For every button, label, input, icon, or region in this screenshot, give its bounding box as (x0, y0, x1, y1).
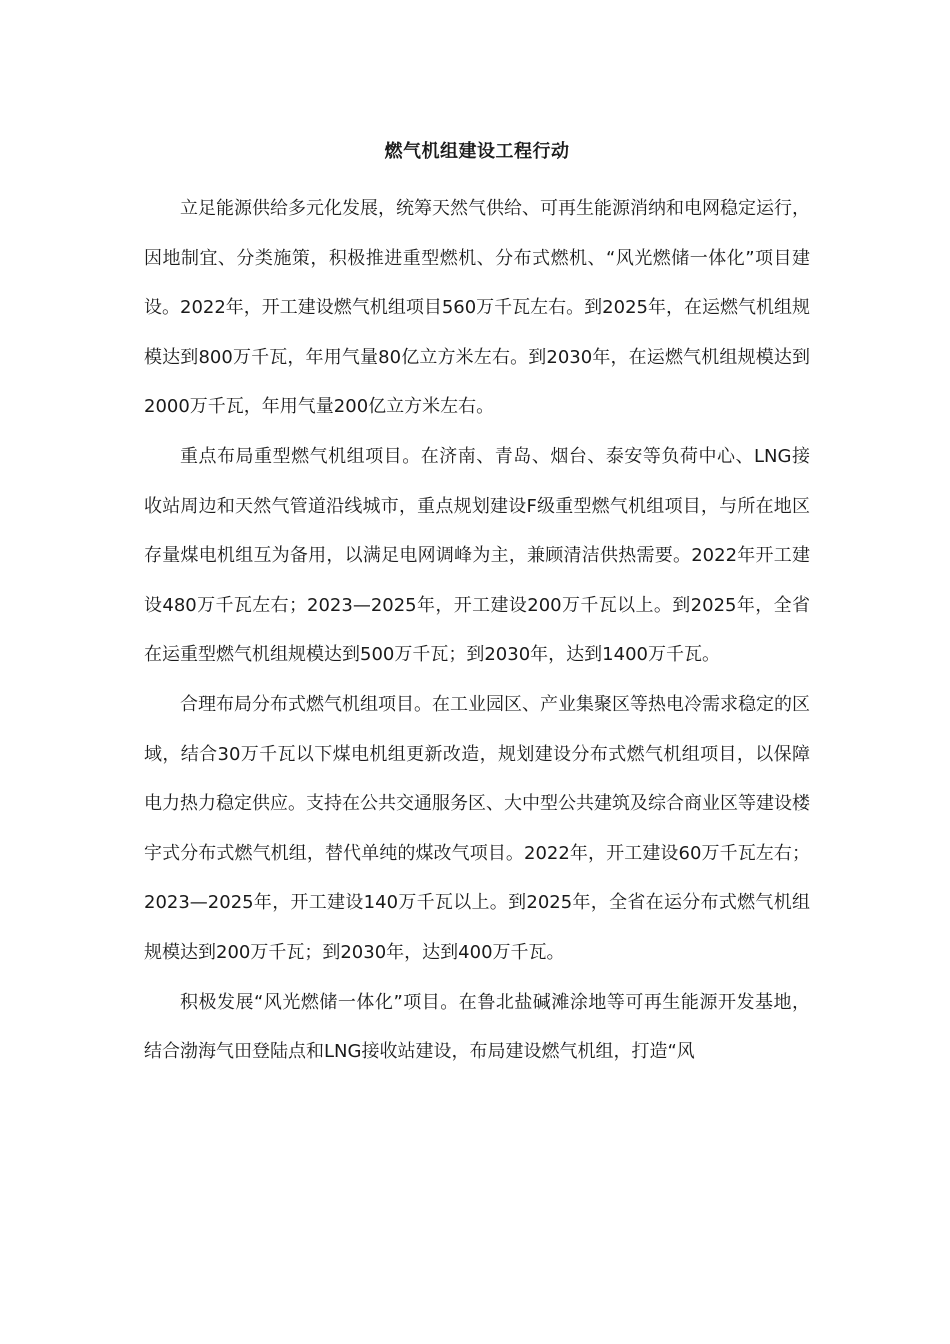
paragraph-heavy-gas-units: 重点布局重型燃气机组项目。在济南、青岛、烟台、泰安等负荷中心、LNG接收站周边和天然气管道沿线城市，重点规划建设F级重型燃气机组项目，与所在地区存量煤电机组互为备用，以满足电网调峰为主，兼顾清洁供热需要。2022年开工建设480万千瓦左右；2023—2025年，开工建设200万千瓦以上。到2025年，全省在运重型燃气机组规模达到500万千瓦；到2030年，达到1400万千瓦。 (144, 445, 810, 666)
document-body (144, 134, 810, 1077)
paragraph-intro: 立足能源供给多元化发展，统筹天然气供给、可再生能源消纳和电网稳定运行，因地制宜、分类施策，积极推进重型燃机、分布式燃机、“风光燃储一体化”项目建设。2022年，开工建设燃气机组项目560万千瓦左右。到2025年，在运燃气机组规模达到800万千瓦，年用气量80亿立方米左右。到2030年，在运燃气机组规模达到2000万千瓦，年用气量200亿立方米左右。 (144, 198, 810, 418)
paragraph-integrated-projects: 积极发展“风光燃储一体化”项目。在鲁北盐碱滩涂地等可再生能源开发基地，结合渤海气田登陆点和LNG接收站建设，布局建设燃气机组，打造“风 (144, 991, 810, 1063)
document-title: 燃气机组建设工程行动 (384, 141, 570, 162)
paragraph-distributed-gas-units: 合理布局分布式燃气机组项目。在工业园区、产业集聚区等热电冷需求稳定的区域，结合30万千瓦以下煤电机组更新改造，规划建设分布式燃气机组项目，以保障电力热力稳定供应。支持在公共交通服务区、大中型公共建筑及综合商业区等建设楼宇式分布式燃气机组，替代单纯的煤改气项目。2022年，开工建设60万千瓦左右；2023—2025年，开工建设140万千瓦以上。到2025年，全省在运分布式燃气机组规模达到200万千瓦；到2030年，达到400万千瓦。 (144, 693, 810, 963)
